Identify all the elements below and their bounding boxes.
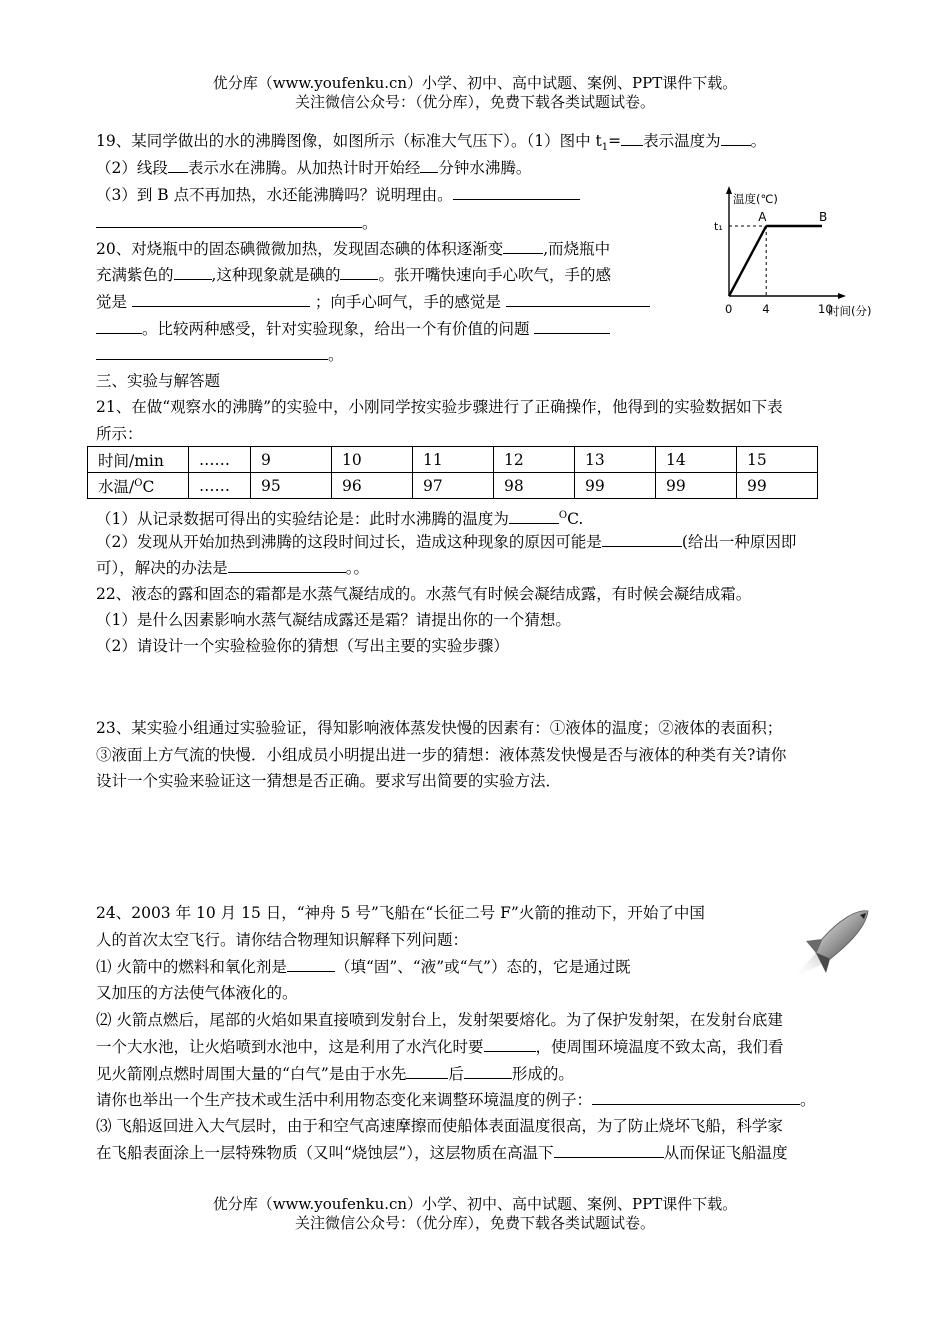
point-label-a: A: [758, 210, 767, 224]
table-cell: 96: [332, 473, 413, 499]
x-tick-label: 4: [762, 302, 770, 316]
section-3-title: 三、实验与解答题: [96, 372, 221, 390]
q22-line-1: 22、液态的露和固态的霜都是水蒸气凝结成的。水蒸气有时候会凝结成露，有时候会凝结成霜。: [96, 585, 752, 603]
blank[interactable]: [509, 508, 559, 524]
table-cell: 99: [656, 473, 737, 499]
q24-line-6: 一个大水池，让火焰喷到水池中，这是利用了水汽化时要 ，使周围环境温度不致太高，我们看: [96, 1038, 784, 1056]
q19-line-4: 。: [96, 212, 378, 233]
footer-line-2: 关注微信公众号：（优分库），免费下载各类试题试卷。: [294, 1214, 655, 1232]
blank[interactable]: [174, 264, 212, 280]
table-cell: 时间/min: [88, 447, 189, 473]
q20-line-5: 。: [96, 344, 344, 365]
table-cell: 99: [737, 473, 818, 499]
blank[interactable]: [406, 1063, 448, 1079]
blank[interactable]: [96, 212, 362, 228]
blank[interactable]: [464, 1063, 512, 1079]
q20-line-2: 充满紫色的 ,这种现象就是碘的 。张开嘴快速向手心吹气，手的感: [96, 266, 611, 284]
footer-line-1: 优分库（www.youfenku.cn）小学、初中、高中试题、案例、PPT课件下载。: [212, 1195, 738, 1213]
header-line-2: 关注微信公众号：（优分库），免费下载各类试题试卷。: [294, 93, 655, 111]
point-label-b: B: [819, 210, 828, 224]
x-axis-arrow: [838, 293, 846, 299]
blank[interactable]: [287, 956, 335, 972]
blank[interactable]: [96, 318, 142, 334]
blank[interactable]: [420, 157, 438, 173]
blank[interactable]: [721, 130, 751, 146]
q20-line-1: 20、对烧瓶中的固态碘微微加热，发现固态碘的体积逐渐变 ,而烧瓶中: [96, 240, 611, 258]
x-tick-label: 0: [725, 302, 733, 316]
y-axis-label: 温度(℃): [733, 192, 778, 206]
q22-line-3: （2）请设计一个实验检验你的猜想（写出主要的实验步骤）: [96, 637, 509, 655]
blank[interactable]: [132, 291, 310, 307]
q19-line-2: （2）线段 表示水在沸腾。从加热计时开始经 分钟水沸腾。: [96, 159, 532, 177]
blank[interactable]: [592, 1089, 800, 1105]
q23-line-3: 设计一个实验来验证这一猜想是否正确。要求写出简要的实验方法．: [96, 772, 562, 790]
table-cell: 11: [413, 447, 494, 473]
header-line-1: 优分库（www.youfenku.cn）小学、初中、高中试题、案例、PPT课件下载。: [212, 74, 738, 92]
q19-line-1: 19、某同学做出的水的沸腾图像，如图所示（标准大气压下）。（1）图中 $t_1=$ 表示温度为 。: [96, 132, 767, 154]
table-cell: 水温/$^O$C: [88, 473, 189, 499]
table-cell: 12: [494, 447, 575, 473]
boiling-graph: [712, 184, 892, 324]
y-axis-arrow: [726, 186, 732, 194]
x-axis-label: 时间(分): [828, 304, 872, 318]
x-tick-label: 10: [818, 302, 833, 316]
q24-line-2: 人的首次太空飞行。请你结合物理知识解释下列问题：: [96, 931, 469, 949]
blank[interactable]: [602, 531, 682, 547]
data-table: [87, 446, 818, 499]
blank[interactable]: [534, 318, 610, 334]
q21-part-3: 可），解决的办法是 。。: [96, 559, 370, 577]
table-cell: 97: [413, 473, 494, 499]
rocket-body: [816, 911, 868, 959]
table-cell: 95: [251, 473, 332, 499]
table-cell: 13: [575, 447, 656, 473]
blank[interactable]: [96, 344, 328, 360]
q23-line-1: 23、某实验小组通过实验验证，得知影响液体蒸发快慢的因素有：①液体的温度；②液体的表面积；: [96, 719, 783, 737]
q19-line-3: （3）到 B 点不再加热，水还能沸腾吗？说明理由。: [96, 184, 580, 205]
blank[interactable]: [503, 238, 543, 254]
q21-part-1: （1）从记录数据可得出的实验结论是：此时水沸腾的温度为 $^O$C.: [96, 510, 584, 529]
q21-line-2: 所示：: [96, 425, 143, 443]
blank[interactable]: [554, 1142, 664, 1158]
table-cell: 9: [251, 447, 332, 473]
q20-line-4: 。比较两种感受，针对实验现象，给出一个有价值的问题: [96, 318, 610, 339]
y-tick-label: t₁: [714, 220, 723, 233]
blank[interactable]: [506, 291, 650, 307]
q23-line-2: ③液面上方气流的快慢．小组成员小明提出进一步的猜想：液体蒸发快慢是否与液体的种类有关?请你: [96, 746, 787, 764]
table-cell: 99: [575, 473, 656, 499]
q24-line-1: 24、2003 年 10 月 15 日，“神舟 5 号”飞船在“长征二号 F”火箭的推动下，开始了中国: [96, 904, 705, 922]
blank[interactable]: [228, 557, 346, 573]
q24-line-7: 见火箭刚点燃时周围大量的“白气”是由于水先 后 形成的。: [96, 1065, 574, 1083]
q24-line-3: ⑴ 火箭中的燃料和氧化剂是 （填“固”、“液”或“气”）态的，它是通过既: [96, 958, 631, 976]
table-cell: ……: [189, 447, 251, 473]
q22-line-2: （1）是什么因素影响水蒸气凝结成露还是霜？请提出你的一个猜想。: [96, 611, 571, 629]
blank[interactable]: [453, 184, 580, 200]
blank[interactable]: [621, 130, 643, 146]
q24-line-8: 请你也举出一个生产技术或生活中利用物态变化来调整环境温度的例子： 。: [96, 1091, 816, 1109]
blank[interactable]: [340, 264, 378, 280]
q24-line-9: ⑶ 飞船返回进入大气层时，由于和空气高速摩擦而使船体表面温度很高，为了防止烧坏飞船，科学家: [96, 1117, 783, 1135]
q20-line-3: 觉是 ；向手心呵气，手的感觉是: [96, 291, 650, 312]
q24-line-4: 又加压的方法使气体液化的。: [96, 984, 298, 1002]
table-row: [88, 473, 818, 499]
table-cell: ……: [189, 473, 251, 499]
q21-part-2: （2）发现从开始加热到沸腾的这段时间过长，造成这种现象的原因可能是 (给出一种原因即: [96, 533, 797, 551]
table-cell: 15: [737, 447, 818, 473]
blank[interactable]: [484, 1036, 536, 1052]
table-cell: 10: [332, 447, 413, 473]
q24-line-10: 在飞船表面涂上一层特殊物质（又叫“烧蚀层”），这层物质在高温下 从而保证飞船温度: [96, 1144, 788, 1162]
table-cell: 14: [656, 447, 737, 473]
q24-line-5: ⑵ 火箭点燃后，尾部的火焰如果直接喷到发射台上，发射架要熔化。为了保护发射架，在发射台底建: [96, 1011, 783, 1029]
table-cell: 98: [494, 473, 575, 499]
blank[interactable]: [168, 157, 188, 173]
series-line-segment: [729, 226, 766, 296]
rocket-illustration: [786, 905, 878, 985]
q21-line-1: 21、在做“观察水的沸腾”的实验中，小刚同学按实验步骤进行了正确操作，他得到的实验数据如下表: [96, 398, 783, 416]
table-row: [88, 447, 818, 473]
